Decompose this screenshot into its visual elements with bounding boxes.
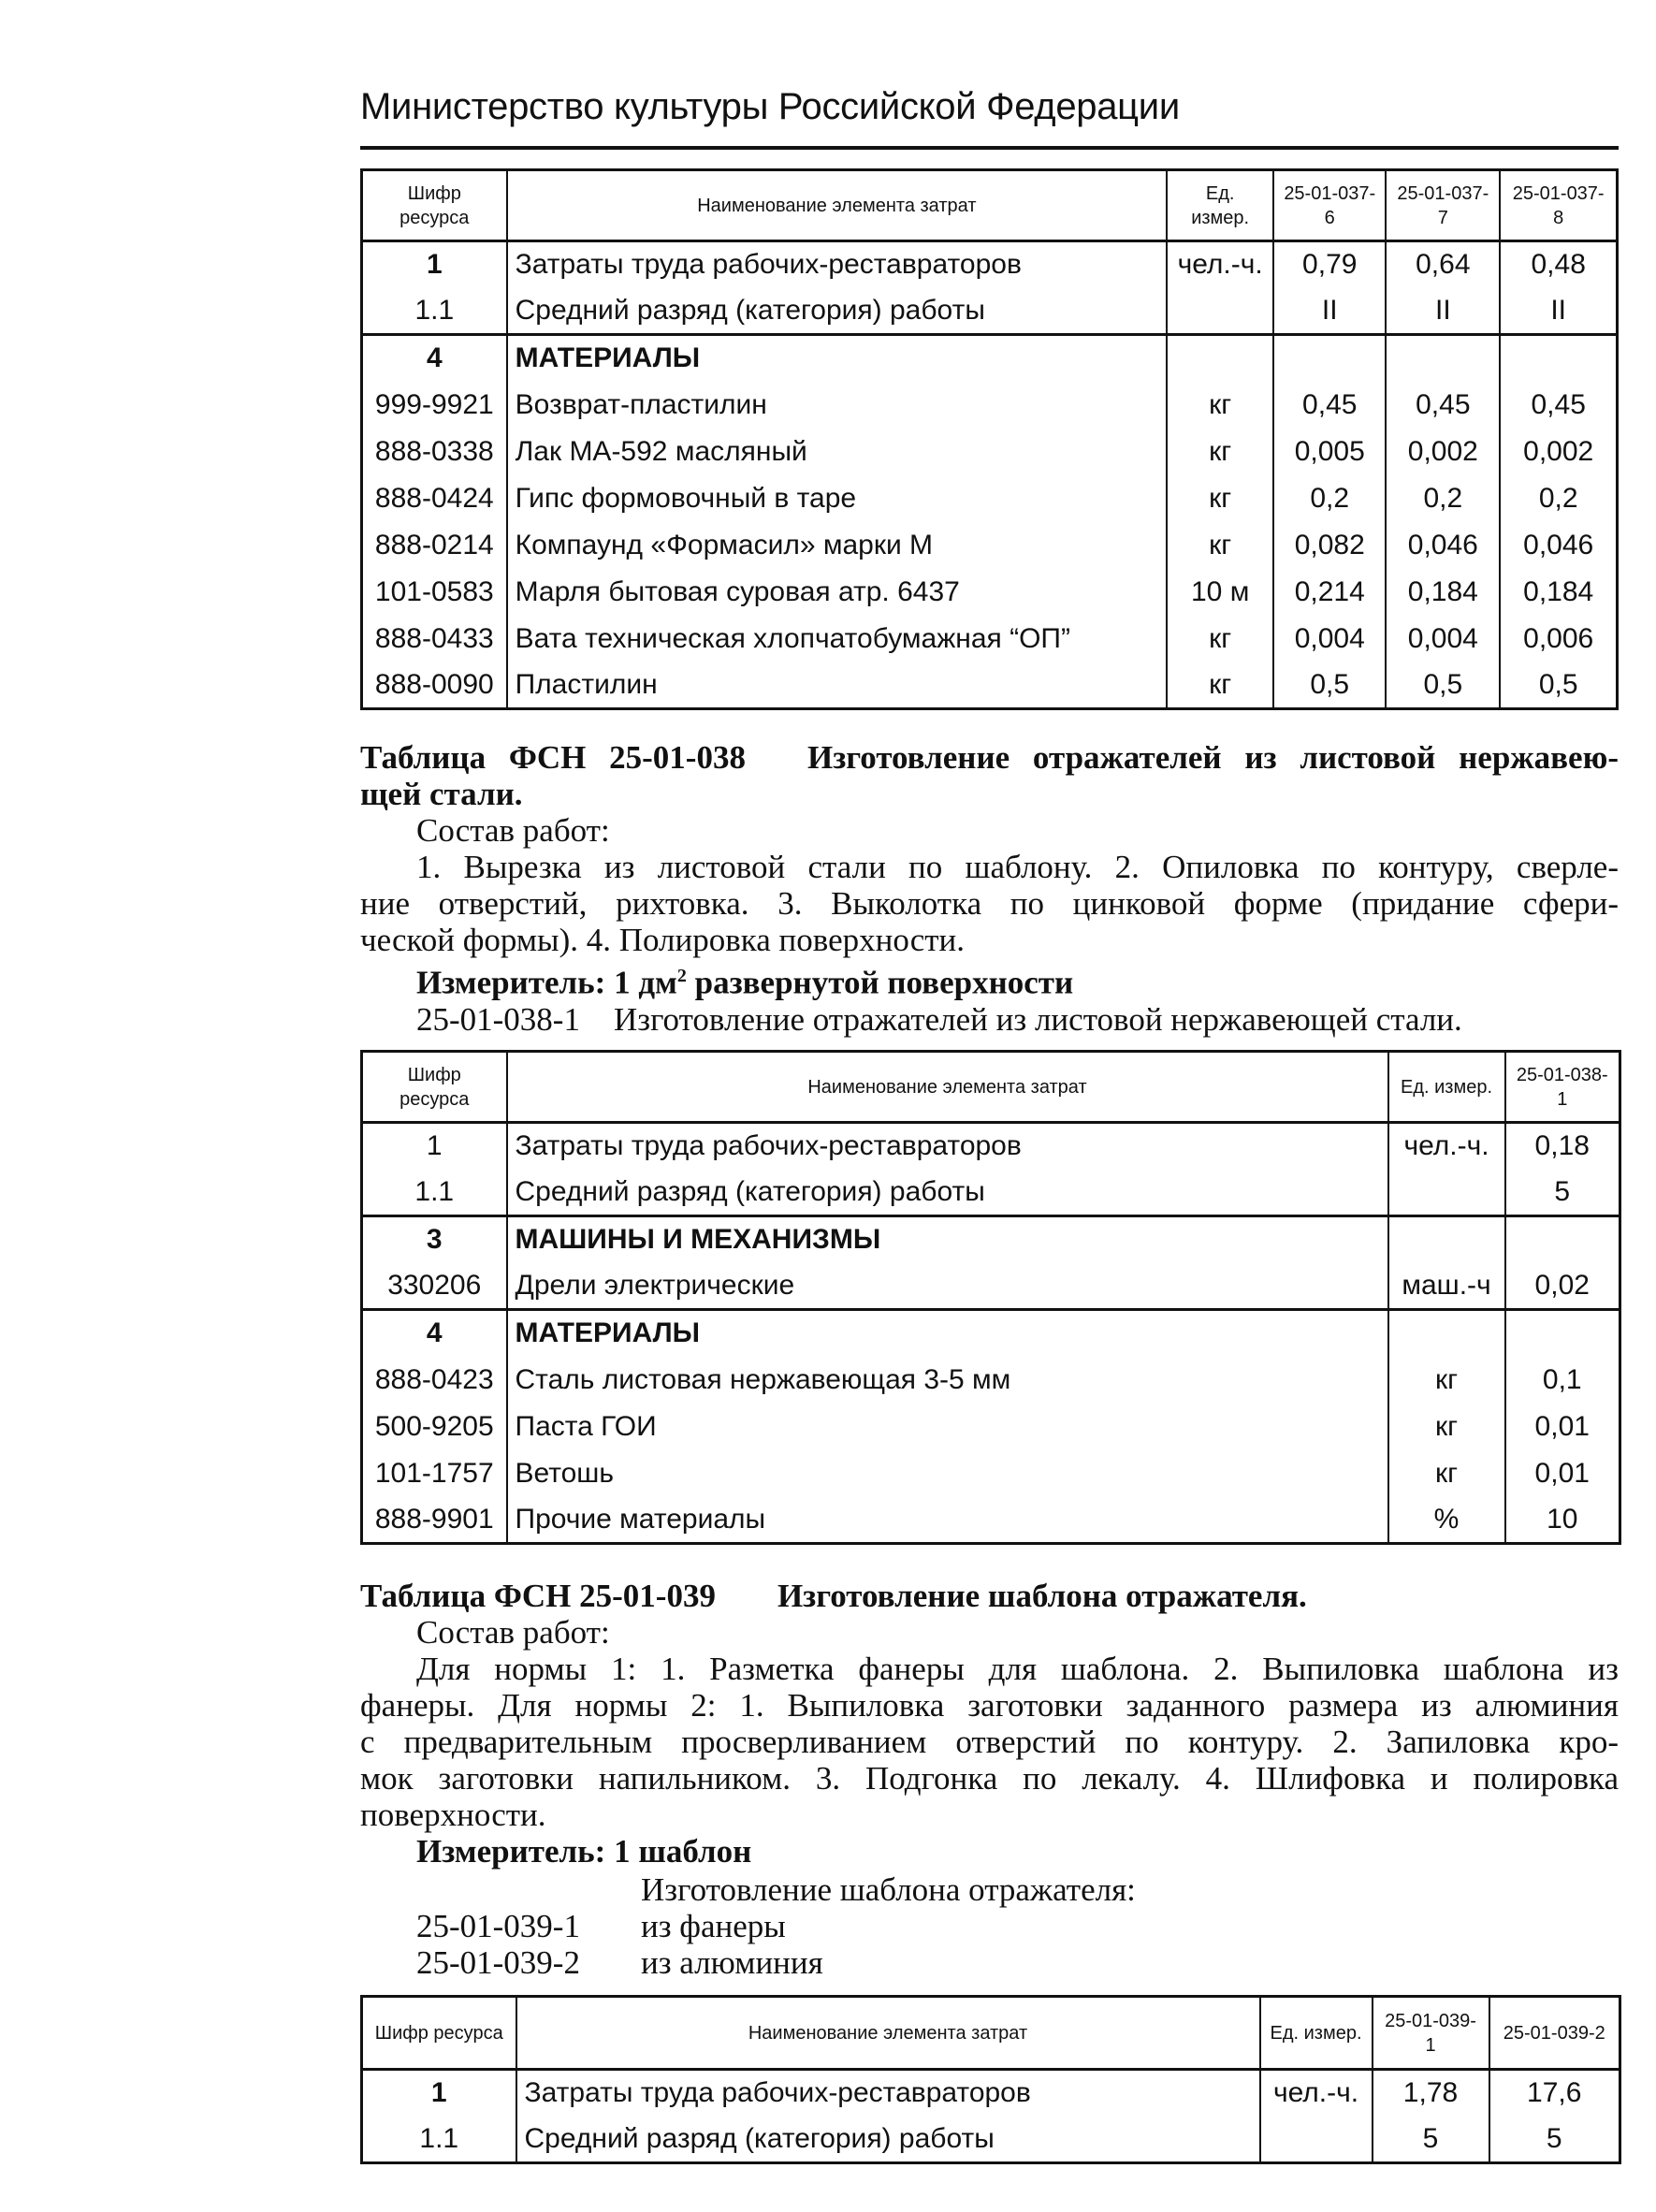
section-038-works-label: Состав работ:	[416, 812, 610, 849]
table-row	[362, 616, 1618, 662]
unit-cell: чел.-ч.	[1260, 2070, 1373, 2117]
unit-cell: кг	[1167, 522, 1273, 569]
table-039	[360, 1995, 1621, 2164]
header-unit: Ед. измер.	[1167, 170, 1273, 241]
table-row	[362, 2117, 1620, 2163]
cost-item-cell: Пластилин	[507, 662, 1168, 709]
header-rule	[360, 146, 1619, 150]
resource-code-cell: 1	[362, 1123, 507, 1170]
cost-item-cell: Средний разряд (категория) работы	[516, 2117, 1260, 2163]
table-row	[362, 335, 1618, 382]
norm-value-cell: 0,1	[1505, 1357, 1620, 1404]
table-row	[362, 1310, 1620, 1357]
unit-cell	[1388, 1216, 1505, 1263]
unit-cell: кг	[1388, 1404, 1505, 1450]
norm-value-cell: 0,002	[1500, 429, 1617, 475]
resource-code-cell: 888-0423	[362, 1357, 507, 1404]
section-038-code: Таблица ФСН 25-01-038	[360, 739, 746, 776]
norm-value-cell: 0,184	[1386, 569, 1500, 616]
resource-code-cell: 888-9901	[362, 1497, 507, 1544]
norm-value-cell: 5	[1489, 2117, 1620, 2163]
norm-value-cell: II	[1386, 288, 1500, 335]
section-038-meter-a: Измеритель: 1 дм	[416, 964, 677, 1001]
table-037	[360, 168, 1619, 710]
table-row	[362, 1170, 1620, 1216]
header-norm-037-7: 25-01-037-7	[1386, 170, 1500, 241]
resource-code-cell: 330206	[362, 1263, 507, 1310]
norm-value-cell: 0,046	[1500, 522, 1617, 569]
norm-value-cell	[1500, 335, 1617, 382]
resource-code-cell: 1.1	[362, 2117, 516, 2163]
table-header-row	[362, 170, 1618, 241]
cost-item-cell: Гипс формовочный в таре	[507, 475, 1168, 522]
norm-value-cell: 0,79	[1273, 241, 1386, 288]
norm-value-cell: 0,004	[1273, 616, 1386, 662]
table-row	[362, 475, 1618, 522]
section-039-works-line5: поверхности.	[360, 1797, 546, 1833]
unit-cell: кг	[1167, 475, 1273, 522]
norm-value-cell: 0,5	[1273, 662, 1386, 709]
resource-code-cell: 4	[362, 335, 507, 382]
header-unit: Ед. измер.	[1260, 1997, 1373, 2070]
header-norm-039-2: 25-01-039-2	[1489, 1997, 1620, 2070]
unit-cell: маш.-ч	[1388, 1263, 1505, 1310]
table-row	[362, 241, 1618, 288]
cost-item-cell: Прочие материалы	[507, 1497, 1388, 1544]
table-row	[362, 2070, 1620, 2117]
document-page	[360, 0, 1619, 2212]
cost-item-cell: Возврат-пластилин	[507, 382, 1168, 429]
section-039-norm-heading: Изготовление шаблона отражателя:	[641, 1871, 1136, 1908]
header-resource-code: Шифр ресурса	[362, 170, 507, 241]
section-038-norm	[360, 1001, 1619, 1038]
section-038-works-line3: ческой формы). 4. Полировка поверхности.	[360, 922, 966, 958]
header-norm-037-6: 25-01-037-6	[1273, 170, 1386, 241]
header-norm-037-8: 25-01-037-8	[1500, 170, 1617, 241]
resource-code-cell: 888-0433	[362, 616, 507, 662]
table-row	[362, 429, 1618, 475]
table-row	[362, 1263, 1620, 1310]
table-row	[362, 1123, 1620, 1170]
section-038-norm-code: 25-01-038-1	[416, 1000, 580, 1038]
cost-item-cell: Затраты труда рабочих-реставраторов	[507, 1123, 1388, 1170]
resource-code-cell: 1	[362, 2070, 516, 2117]
norm-value-cell	[1386, 335, 1500, 382]
cost-item-cell: Марля бытовая суровая атр. 6437	[507, 569, 1168, 616]
unit-cell: кг	[1167, 429, 1273, 475]
norm-value-cell: 0,006	[1500, 616, 1617, 662]
norm-value-cell: 0,18	[1505, 1123, 1620, 1170]
section-038-meter-sup: 2	[676, 966, 687, 986]
norm-value-cell: 10	[1505, 1497, 1620, 1544]
table-row	[362, 522, 1618, 569]
resource-code-cell: 888-0090	[362, 662, 507, 709]
section-039-works-line2: фанеры. Для нормы 2: 1. Выпиловка заготовки заданного размера из алюминия	[360, 1687, 1619, 1724]
section-038-norm-text: Изготовление отражателей из листовой нержавеющей стали.	[613, 1000, 1462, 1038]
norm-value-cell: 0,45	[1386, 382, 1500, 429]
resource-code-cell: 4	[362, 1310, 507, 1357]
table-row	[362, 1357, 1620, 1404]
section-038-title	[360, 739, 1619, 776]
header-resource-code: Шифр ресурса	[362, 1997, 516, 2070]
resource-code-cell: 101-1757	[362, 1450, 507, 1497]
page-header: Министерство культуры Российской Федерации	[360, 86, 1180, 127]
unit-cell: кг	[1167, 662, 1273, 709]
resource-code-cell: 500-9205	[362, 1404, 507, 1450]
cost-item-cell: Вата техническая хлопчатобумажная “ОП”	[507, 616, 1168, 662]
header-cost-item: Наименование элемента затрат	[507, 1052, 1388, 1123]
norm-value-cell: 5	[1505, 1170, 1620, 1216]
norm-value-cell: 0,046	[1386, 522, 1500, 569]
unit-cell: чел.-ч.	[1388, 1123, 1505, 1170]
norm-value-cell	[1273, 335, 1386, 382]
resource-code-cell: 888-0424	[362, 475, 507, 522]
cost-item-cell: Затраты труда рабочих-реставраторов	[516, 2070, 1260, 2117]
norm-value-cell: 1,78	[1373, 2070, 1489, 2117]
table-row	[362, 569, 1618, 616]
unit-cell: 10 м	[1167, 569, 1273, 616]
norm-value-cell: 0,64	[1386, 241, 1500, 288]
resource-code-cell: 999-9921	[362, 382, 507, 429]
section-039-title	[360, 1578, 1619, 1614]
norm-value-cell: 0,45	[1273, 382, 1386, 429]
resource-code-cell: 1	[362, 241, 507, 288]
norm-value-cell: 0,184	[1500, 569, 1617, 616]
section-039-meter: Измеритель: 1 шаблон	[416, 1833, 752, 1870]
norm-value-cell: 0,2	[1500, 475, 1617, 522]
section-039-works-line4: мок заготовки напильником. 3. Подгонка по лекалу. 4. Шлифовка и полировка	[360, 1760, 1619, 1797]
section-038-title-text: Изготовление отражателей из листовой нержавею-	[806, 739, 1619, 776]
resource-code-cell: 3	[362, 1216, 507, 1263]
header-resource-code: Шифр ресурса	[362, 1052, 507, 1123]
section-038-meter-b: развернутой поверхности	[686, 964, 1074, 1001]
norm-value-cell: 0,01	[1505, 1450, 1620, 1497]
header-norm-039-1: 25-01-039-1	[1373, 1997, 1489, 2070]
cost-item-cell: Лак МА-592 масляный	[507, 429, 1168, 475]
cost-item-cell: МАТЕРИАЛЫ	[507, 335, 1168, 382]
unit-cell: %	[1388, 1497, 1505, 1544]
table-header-row	[362, 1052, 1620, 1123]
table-row	[362, 1497, 1620, 1544]
resource-code-cell: 1.1	[362, 1170, 507, 1216]
norm-value-cell: 5	[1373, 2117, 1489, 2163]
unit-cell: кг	[1388, 1357, 1505, 1404]
norm-value-cell: II	[1273, 288, 1386, 335]
norm-value-cell: 0,005	[1273, 429, 1386, 475]
table-row	[362, 288, 1618, 335]
section-038-meter	[360, 958, 1619, 1001]
norm-value-cell: 0,45	[1500, 382, 1617, 429]
header-cost-item: Наименование элемента затрат	[516, 1997, 1260, 2070]
table-row	[362, 662, 1618, 709]
unit-cell	[1167, 288, 1273, 335]
unit-cell: кг	[1167, 382, 1273, 429]
table-row	[362, 1450, 1620, 1497]
resource-code-cell: 888-0214	[362, 522, 507, 569]
section-039-works-label: Состав работ:	[416, 1614, 610, 1651]
table-row	[362, 382, 1618, 429]
cost-item-cell: Паста ГОИ	[507, 1404, 1388, 1450]
cost-item-cell: Затраты труда рабочих-реставраторов	[507, 241, 1168, 288]
section-039-norm2-code: 25-01-039-2	[416, 1944, 580, 1981]
section-039-works-line1: Для нормы 1: 1. Разметка фанеры для шаблона. 2. Выпиловка шаблона из	[416, 1651, 1619, 1687]
cost-item-cell: Сталь листовая нержавеющая 3-5 мм	[507, 1357, 1388, 1404]
unit-cell: кг	[1388, 1450, 1505, 1497]
cost-item-cell: МАШИНЫ И МЕХАНИЗМЫ	[507, 1216, 1388, 1263]
cost-item-cell: Средний разряд (категория) работы	[507, 288, 1168, 335]
norm-value-cell	[1505, 1310, 1620, 1357]
section-038-title-cont: щей стали.	[360, 776, 523, 812]
section-039-title-text: Изготовление шаблона отражателя.	[777, 1578, 1307, 1614]
norm-value-cell: 0,5	[1500, 662, 1617, 709]
norm-value-cell: II	[1500, 288, 1617, 335]
section-039-norm2-text: из алюминия	[641, 1944, 823, 1981]
norm-value-cell: 0,2	[1386, 475, 1500, 522]
resource-code-cell: 101-0583	[362, 569, 507, 616]
resource-code-cell: 1.1	[362, 288, 507, 335]
unit-cell	[1388, 1170, 1505, 1216]
norm-value-cell: 0,002	[1386, 429, 1500, 475]
section-039-code: Таблица ФСН 25-01-039	[360, 1578, 716, 1614]
section-039	[360, 1578, 1619, 1870]
section-038-works-line2: ние отверстий, рихтовка. 3. Выколотка по цинковой форме (придание сфери-	[360, 885, 1619, 922]
section-038-works-line1: 1. Вырезка из листовой стали по шаблону. 2. Опиловка по контуру, сверле-	[416, 849, 1619, 885]
table-038	[360, 1050, 1621, 1545]
resource-code-cell: 888-0338	[362, 429, 507, 475]
section-039-norm1-text: из фанеры	[641, 1908, 786, 1944]
section-039-works-line3: с предварительным просверливанием отверстий по контуру. 2. Запиловка кро-	[360, 1724, 1619, 1760]
norm-value-cell: 0,214	[1273, 569, 1386, 616]
norm-value-cell: 0,082	[1273, 522, 1386, 569]
table-row	[362, 1404, 1620, 1450]
cost-item-cell: Дрели электрические	[507, 1263, 1388, 1310]
norm-value-cell: 0,01	[1505, 1404, 1620, 1450]
unit-cell: чел.-ч.	[1167, 241, 1273, 288]
norm-value-cell: 0,2	[1273, 475, 1386, 522]
header-norm-038-1: 25-01-038-1	[1505, 1052, 1620, 1123]
unit-cell: кг	[1167, 616, 1273, 662]
header-cost-item: Наименование элемента затрат	[507, 170, 1168, 241]
cost-item-cell: Компаунд «Формасил» марки М	[507, 522, 1168, 569]
cost-item-cell: Ветошь	[507, 1450, 1388, 1497]
norm-value-cell: 17,6	[1489, 2070, 1620, 2117]
table-header-row	[362, 1997, 1620, 2070]
norm-value-cell: 0,48	[1500, 241, 1617, 288]
unit-cell	[1167, 335, 1273, 382]
section-039-norm1-code: 25-01-039-1	[416, 1908, 580, 1944]
section-038	[360, 739, 1619, 1038]
unit-cell	[1388, 1310, 1505, 1357]
norm-value-cell: 0,004	[1386, 616, 1500, 662]
cost-item-cell: Средний разряд (категория) работы	[507, 1170, 1388, 1216]
cost-item-cell: МАТЕРИАЛЫ	[507, 1310, 1388, 1357]
norm-value-cell: 0,02	[1505, 1263, 1620, 1310]
unit-cell	[1260, 2117, 1373, 2163]
norm-value-cell	[1505, 1216, 1620, 1263]
header-unit: Ед. измер.	[1388, 1052, 1505, 1123]
table-row	[362, 1216, 1620, 1263]
norm-value-cell: 0,5	[1386, 662, 1500, 709]
